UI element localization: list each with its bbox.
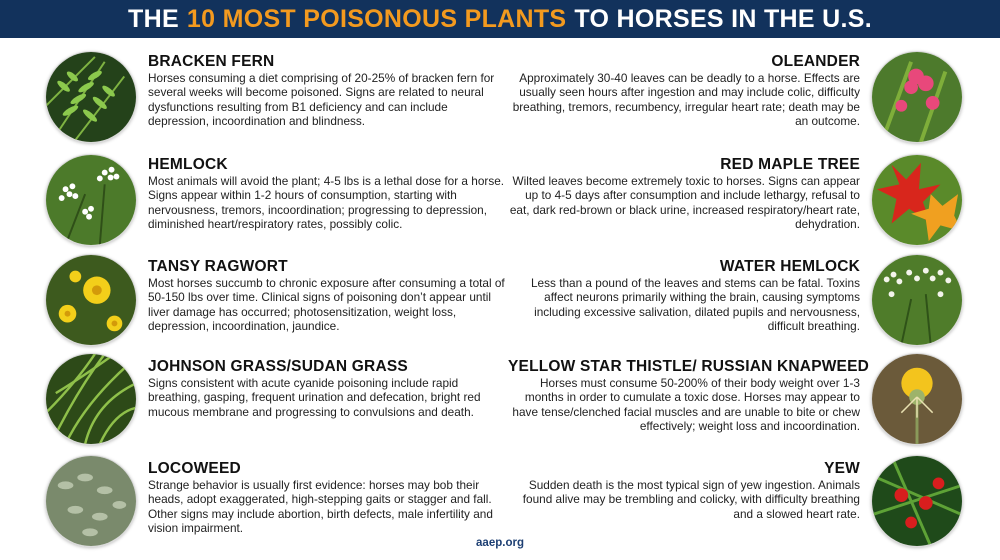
plant-description: Less than a pound of the leaves and stems can be fatal. Toxins affect neurons primarily withing the brain, causing symptoms including excessive salivation, dilated pupils and nervousness, difficult breathing. — [531, 276, 860, 334]
source-footer: aaep.org — [476, 537, 524, 549]
plant-description: Most horses succumb to chronic exposure after consuming a total of 50-150 lbs over time. Clinical signs of poisoning don’t appear until liver damage has occurred; photosensitization, weight loss, depression, incoordination, jaundice. — [148, 276, 505, 334]
plant-name: WATER HEMLOCK — [719, 258, 860, 275]
plant-description: Sudden death is the most typical sign of yew ingestion. Animals found alive may be trembling and colicky, with difficulty breathing and a slowed heart rate. — [522, 478, 860, 521]
plant-description: Horses must consume 50-200% of their body weight over 1-3 months in order to cumulate a toxic dose. Horses may appear to have tense/clenched facial muscles and are unable to bite or chew effectively; weight loss and incoordination. — [512, 376, 860, 434]
plant-description: Wilted leaves become extremely toxic to horses. Signs can appear up to 4-5 days after consumption and include lethargy, refusal to eat, dark red-brown or black urine, increased respiratory/heart rate, dehydration. — [509, 174, 860, 232]
water-hemlock-photo — [871, 254, 963, 346]
johnson-grass-photo — [45, 353, 137, 445]
infographic-title — [0, 0, 1000, 38]
title-accent: 10 MOST POISONOUS PLANTS — [186, 4, 567, 33]
plant-name: BRACKEN FERN — [148, 53, 275, 70]
plant-name: YELLOW STAR THISTLE/ RUSSIAN KNAPWEED — [508, 358, 870, 375]
yellow-star-thistle-photo — [871, 353, 963, 445]
plant-red-maple — [508, 156, 860, 232]
plant-name: HEMLOCK — [148, 156, 228, 173]
tansy-ragwort-photo — [45, 254, 137, 346]
plant-name: OLEANDER — [771, 53, 860, 70]
bracken-fern-photo — [45, 51, 137, 143]
plant-oleander — [508, 53, 860, 129]
yew-photo — [871, 455, 963, 547]
red-maple-photo — [871, 154, 963, 246]
plant-description: Strange behavior is usually first evidence: horses may bob their heads, adopt exaggerated, high-stepping gaits or stagger and fall. Other signs may include abortion, birth defects, male infertility and vision impairment. — [148, 478, 493, 536]
plant-johnson-grass — [148, 358, 508, 419]
hemlock-photo — [45, 154, 137, 246]
plant-description: Most animals will avoid the plant; 4-5 lbs is a lethal dose for a horse. Signs appear within 1-2 hours of consumption, starting with nervousness, tremors, incoordination; progressing to depression, diminished heart/respiratory rates, possibly colic. — [148, 174, 505, 232]
plant-locoweed — [148, 460, 508, 536]
plant-hemlock — [148, 156, 508, 232]
plant-name: YEW — [824, 460, 860, 477]
plant-name: LOCOWEED — [148, 460, 241, 477]
plant-yew — [508, 460, 860, 521]
plant-description: Approximately 30-40 leaves can be deadly to a horse. Effects are usually seen hours after ingestion and may include colic, difficulty breathing, tremors, recumbency, irregular heart rate; death may be an outcome. — [512, 71, 860, 129]
plant-tansy-ragwort — [148, 258, 508, 334]
plant-description: Signs consistent with acute cyanide poisoning include rapid breathing, gasping, frequent urination and defecation, bright red mucous membrane and progressing to convulsions and death. — [148, 376, 481, 419]
oleander-photo — [871, 51, 963, 143]
title-prefix: THE — [128, 4, 179, 33]
plant-name: RED MAPLE TREE — [720, 156, 860, 173]
plant-name: JOHNSON GRASS/SUDAN GRASS — [148, 358, 408, 375]
plant-description: Horses consuming a diet comprising of 20-25% of bracken fern for several weeks will become poisoned. Signs are related to neural dysfunctions resulting from B1 deficiency and can include depression, incoordination and blindness. — [148, 71, 495, 129]
locoweed-photo — [45, 455, 137, 547]
plant-water-hemlock — [508, 258, 860, 334]
title-suffix: TO HORSES IN THE U.S. — [574, 4, 872, 33]
plant-bracken-fern — [148, 53, 508, 129]
plant-name: TANSY RAGWORT — [148, 258, 288, 275]
plant-yellow-star-thistle — [508, 358, 870, 434]
